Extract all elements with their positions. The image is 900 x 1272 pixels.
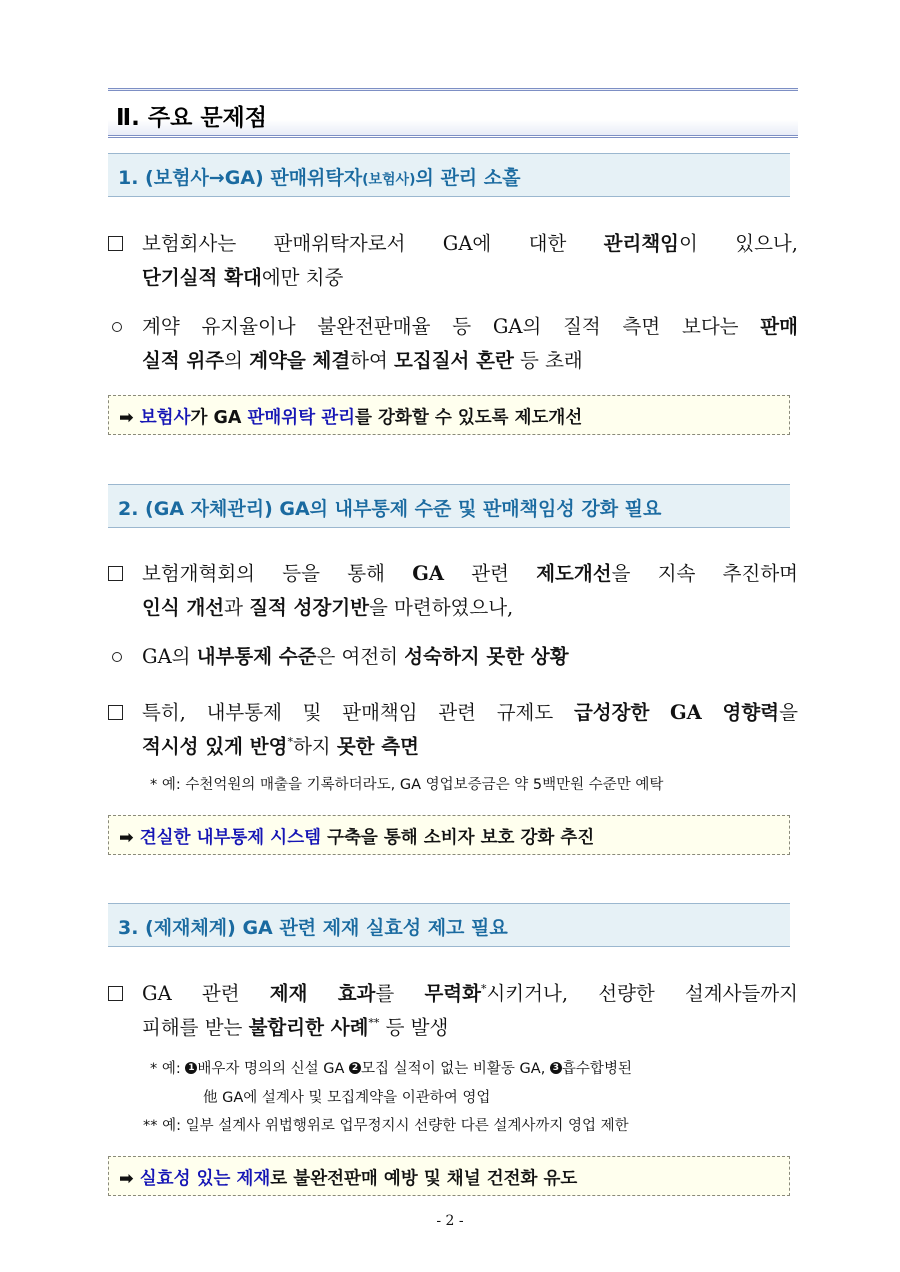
word: 판매 <box>760 315 798 338</box>
word: 등을 <box>282 562 320 585</box>
action-text: ➡ 실효성 있는 제재로 불완전판매 예방 및 채널 건전화 유도 <box>119 1169 578 1189</box>
word: 및 <box>302 701 322 724</box>
word: 질적 <box>563 315 601 338</box>
section-3-action-box <box>108 1156 790 1196</box>
word: 영향력을 <box>722 701 798 724</box>
section-1-paragraph-2: 계약 유지율이나 불완전판매율 등 GA의 질적 측면 보다는 판매 실적 위주의 계약을 체결하여 모집질서 혼란 등 초래 <box>108 310 798 378</box>
word: 효과를 <box>337 982 395 1005</box>
word: GA <box>670 701 702 724</box>
word: 계약 <box>142 315 180 338</box>
word: 있으나, <box>735 232 798 255</box>
section-2-paragraph-1: 보험개혁회의 등을 통해 GA 관련 제도개선을 지속 추진하며 인식 개선과 질적 성장기반을 마련하였으나, <box>108 557 798 625</box>
justified-line <box>142 310 798 344</box>
word: GA의 <box>492 315 542 338</box>
word: 관련 <box>471 562 509 585</box>
word: 지속 <box>657 562 696 585</box>
word: GA에 <box>442 232 492 255</box>
action-text: ➡ 보험사가 GA 판매위탁 관리를 강화할 수 있도록 제도개선 <box>119 408 583 428</box>
word: 관련 <box>201 982 240 1005</box>
word: GA <box>412 562 444 585</box>
word: 통해 <box>347 562 385 585</box>
justified-line <box>142 557 798 591</box>
section-3-heading: 3. (제재체계) GA 관련 제재 실효성 제고 필요 <box>118 917 508 939</box>
justified-line <box>142 696 798 730</box>
word: 제도개선을 <box>536 562 631 585</box>
section-2-action-box <box>108 815 790 855</box>
number-1-icon: 1 <box>185 1062 197 1074</box>
section-1-action-box <box>108 395 790 435</box>
word: 등 <box>452 315 472 338</box>
arrow-right-icon: ➡ <box>119 828 134 848</box>
number-2-icon: 2 <box>349 1062 361 1074</box>
justified-line <box>142 977 798 1011</box>
arrow-right-icon: ➡ <box>119 1169 134 1189</box>
main-heading-box <box>108 88 798 138</box>
section-3-footnote-2: ** 예: 일부 설계사 위법행위로 업무정지시 선량한 다른 설계사까지 영업 제한 <box>143 1118 629 1134</box>
section-1-heading-box <box>108 153 790 197</box>
square-bullet-icon <box>108 227 142 261</box>
section-3-footnote-1: * 예: 1 배우자 명의의 신설 GA 2 모집 실적이 없는 비활동 GA, 3 흡수합병된 <box>150 1061 632 1077</box>
word: 내부통제 <box>206 701 282 724</box>
arrow-right-icon: ➡ <box>119 408 134 428</box>
word: 측면 <box>622 315 661 338</box>
word: 판매위탁자로서 <box>273 232 406 255</box>
word: 대한 <box>528 232 567 255</box>
justified-line <box>142 227 798 261</box>
word: 유지율이나 <box>201 315 296 338</box>
section-2-paragraph-3: 특히, 내부통제 및 판매책임 관련 규제도 급성장한 GA 영향력을 적시성 있게 반영*하지 못한 측면 <box>108 696 798 764</box>
section-1-heading: 1. (보험사→GA) 판매위탁자(보험사)의 관리 소홀 <box>118 167 521 189</box>
word: 보험개혁회의 <box>142 562 256 585</box>
word: 관련 <box>438 701 476 724</box>
section-3-heading-box <box>108 903 790 947</box>
word: 무력화*시키거나, <box>424 982 569 1005</box>
word: 추진하며 <box>722 562 798 585</box>
section-1-paragraph-1: 보험회사는 판매위탁자로서 GA에 대한 관리책임이 있으나, 단기실적 확대에만 치중 <box>108 227 798 295</box>
square-bullet-icon <box>108 696 142 730</box>
circle-bullet-icon <box>108 640 142 674</box>
word: 보험회사는 <box>142 232 237 255</box>
section-2-heading: 2. (GA 자체관리) GA의 내부통제 수준 및 판매책임성 강화 필요 <box>118 498 662 520</box>
word: 판매책임 <box>342 701 418 724</box>
word: 규제도 <box>496 701 554 724</box>
word: 관리책임이 <box>603 232 698 255</box>
word: 보다는 <box>681 315 739 338</box>
section-2-paragraph-2: GA의 내부통제 수준은 여전히 성숙하지 못한 상황 <box>108 640 798 674</box>
word: 특히, <box>142 701 186 724</box>
action-text: ➡ 견실한 내부통제 시스템 구축을 통해 소비자 보호 강화 추진 <box>119 828 595 848</box>
word: 불완전판매율 <box>317 315 431 338</box>
word: 제재 <box>269 982 308 1005</box>
word: 선량한 <box>598 982 655 1005</box>
word: 설계사들까지 <box>684 982 798 1005</box>
word: 급성장한 <box>573 701 650 724</box>
word: GA <box>142 982 172 1005</box>
section-2-footnote: * 예: 수천억원의 매출을 기록하더라도, GA 영업보증금은 약 5백만원 수준만 예탁 <box>150 777 664 793</box>
section-3-footnote-1-line-2: 他 GA에 설계사 및 모집계약을 이관하여 영업 <box>203 1090 491 1106</box>
main-heading: Ⅱ. 주요 문제점 <box>116 105 267 131</box>
section-2-heading-box <box>108 484 790 528</box>
circle-bullet-icon <box>108 310 142 344</box>
number-3-icon: 3 <box>550 1062 562 1074</box>
section-3-paragraph-1: GA 관련 제재 효과를 무력화*시키거나, 선량한 설계사들까지 피해를 받는 불합리한 사례** 등 발생 <box>108 977 798 1045</box>
square-bullet-icon <box>108 557 142 591</box>
square-bullet-icon <box>108 977 142 1011</box>
page-number: - 2 - <box>436 1213 464 1229</box>
